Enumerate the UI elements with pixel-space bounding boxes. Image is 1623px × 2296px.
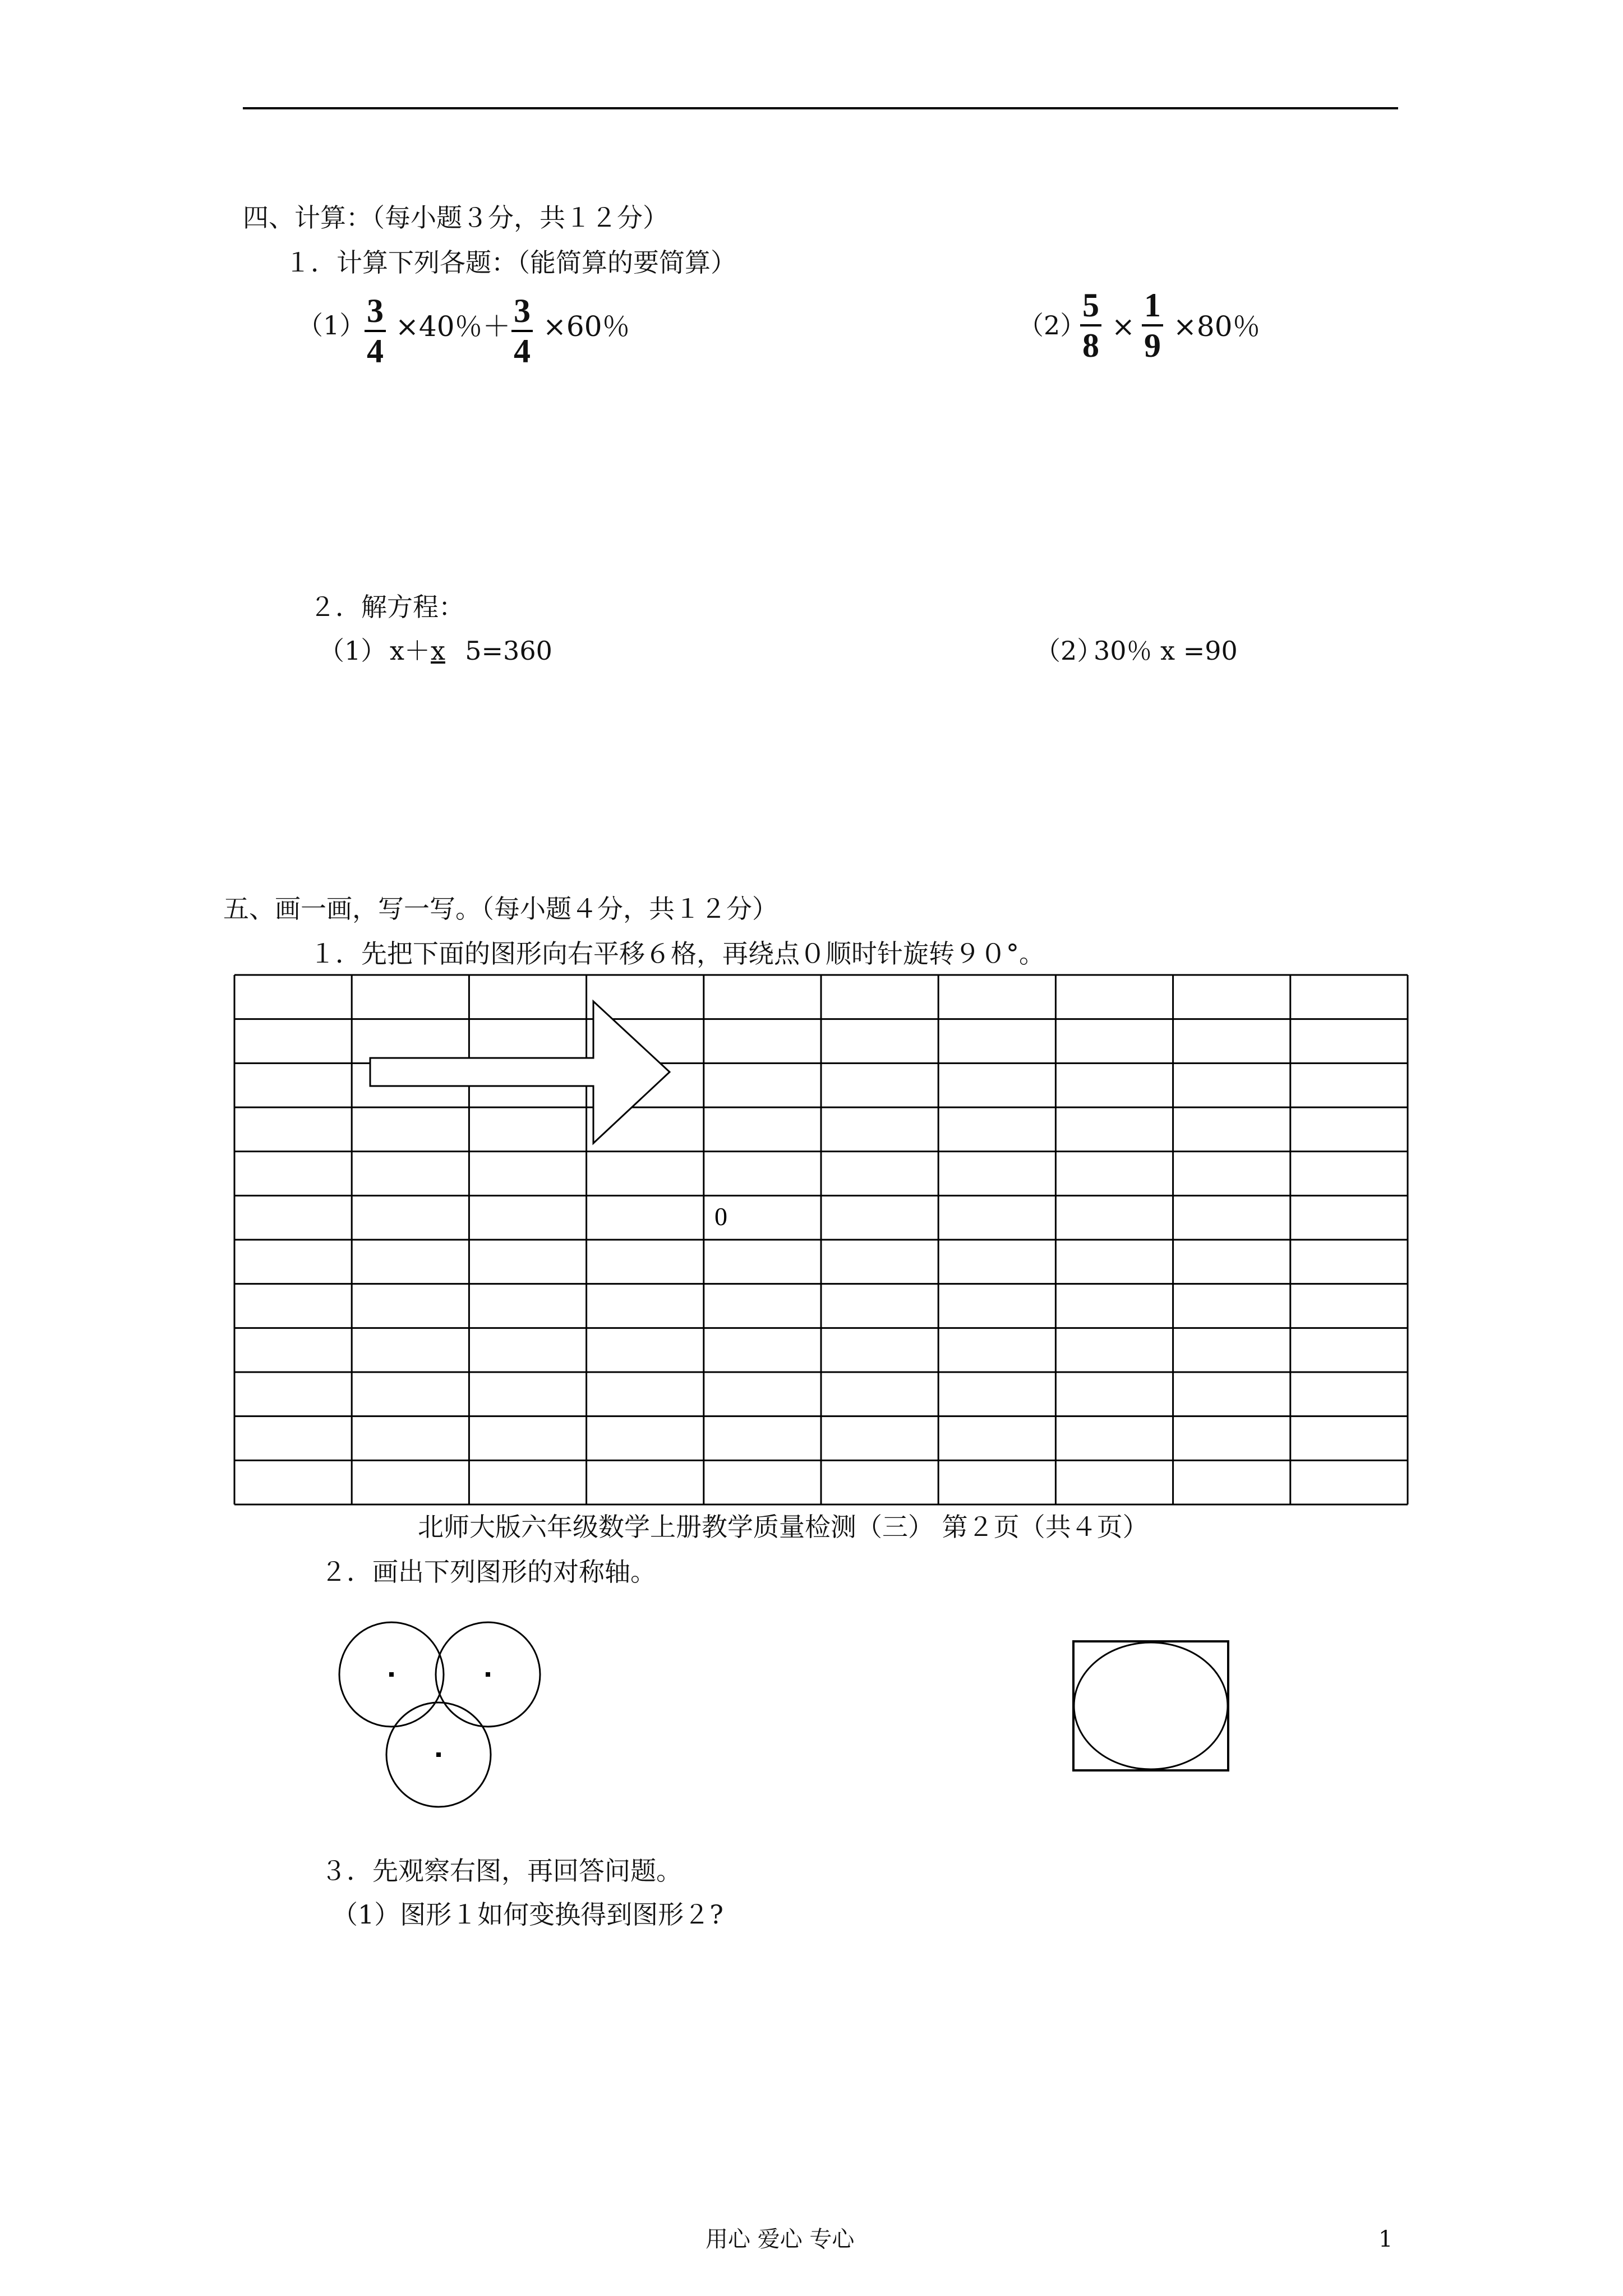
numerator: 1 — [1142, 286, 1163, 326]
footer-motto: 用心 爱心 专心 — [706, 2226, 855, 2252]
page-footer-line: 北师大版六年级数学上册教学质量检测（三） 第２页（共４页） — [418, 1512, 1149, 1542]
expression-text: x＋ — [390, 636, 430, 666]
s5-q2-label: ２．画出下列图形的对称轴。 — [321, 1557, 656, 1587]
numerator: 3 — [365, 292, 386, 332]
fraction — [1080, 286, 1101, 365]
arrow-shape — [370, 1001, 670, 1143]
expression-text: ×80％ — [1173, 310, 1261, 343]
expression-text: × — [1112, 310, 1135, 343]
q1-label: １．计算下列各题：（能简算的要简算） — [285, 247, 736, 278]
fraction — [1142, 286, 1163, 365]
numerator: 3 — [511, 292, 533, 332]
s5-q3-sub1: （1）图形１如何变换得到图形２? — [332, 1899, 723, 1930]
fraction — [511, 292, 533, 370]
square-grid — [233, 974, 1409, 1506]
q2-label: ２．解方程： — [310, 592, 464, 622]
header-rule — [243, 107, 1398, 109]
point-o-label: 0 — [714, 1202, 727, 1231]
denominator: 4 — [514, 333, 531, 370]
section5-title: 五、画一画，写一写。（每小题４分，共１２分） — [223, 894, 778, 924]
problem-index: （2） — [1035, 636, 1103, 666]
center-dot — [486, 1672, 490, 1677]
fraction — [365, 292, 386, 370]
expression-text: 30％ x =90 — [1094, 636, 1238, 666]
expression-text: 5=360 — [449, 636, 552, 666]
center-dot — [389, 1672, 394, 1677]
square-with-ellipse-figure — [1071, 1639, 1234, 1774]
expression-text: ×40％＋ — [395, 310, 511, 343]
ellipse — [1074, 1642, 1228, 1769]
expression-text: ×60％ — [543, 310, 630, 343]
page-number: 1 — [1378, 2226, 1393, 2252]
s5-q3-label: ３．先观察右图，再回答问题。 — [321, 1856, 682, 1886]
three-circles-figure — [331, 1616, 555, 1818]
expression-variable: x — [431, 636, 445, 666]
section4-title: 四、计算：（每小题３分，共１２分） — [243, 203, 668, 233]
numerator: 5 — [1080, 286, 1101, 326]
denominator: 4 — [367, 333, 384, 370]
problem-index: （1） — [297, 310, 366, 341]
problem-index: （2） — [1018, 310, 1086, 341]
center-dot — [436, 1752, 441, 1757]
problem-index: （1） — [319, 636, 387, 666]
denominator: 9 — [1144, 327, 1161, 364]
s5-q1-label: １．先把下面的图形向右平移６格，再绕点０顺时针旋转９０°。 — [310, 938, 1045, 969]
denominator: 8 — [1082, 327, 1099, 364]
